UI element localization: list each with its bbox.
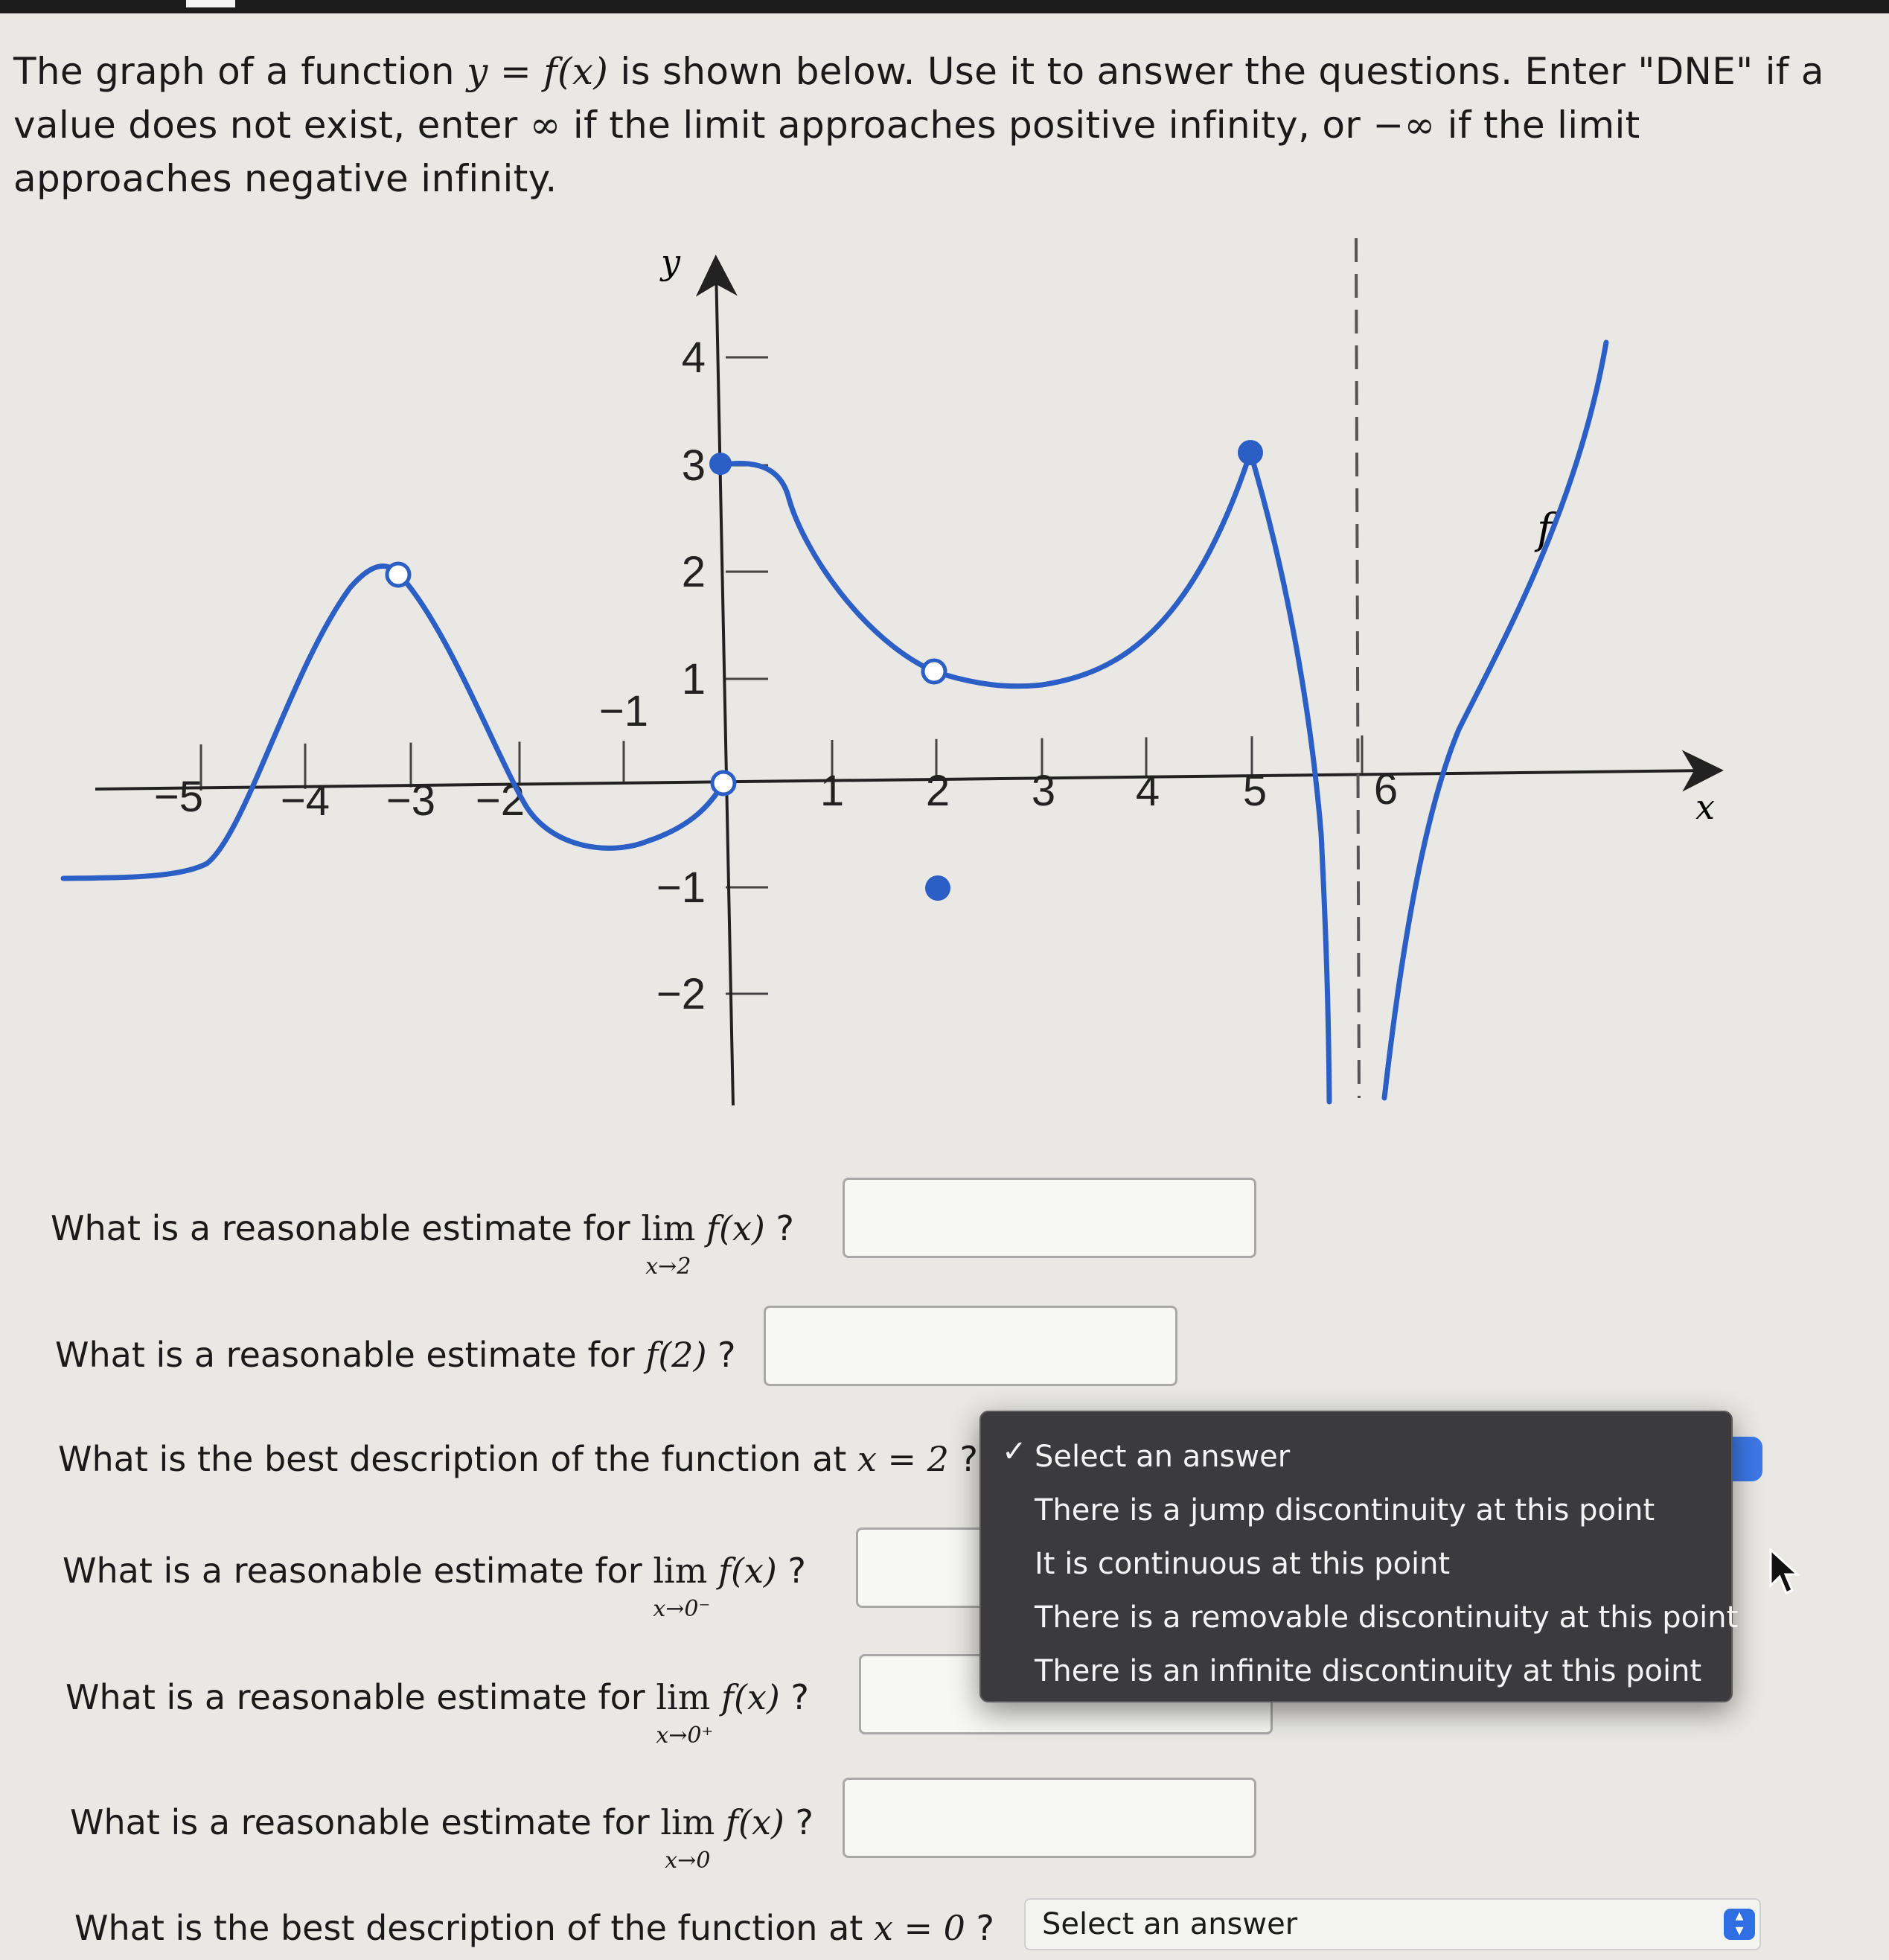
y-axis-label: y <box>661 242 680 282</box>
browser-tab <box>186 0 235 7</box>
checkmark-icon: ✓ <box>1002 1434 1027 1469</box>
chevron-up-icon: ▴ <box>1735 1906 1744 1925</box>
dropdown-option-selected[interactable]: Select an answer <box>1035 1440 1291 1474</box>
instructions: The graph of a function y = f(x) is shown below. Use it to answer the questions. Enter "DNE" if a value does not exist, enter ∞ if the limit approaches positive infinity, or −∞ if the limit approaches negative infinity. <box>13 50 1824 200</box>
function-graph <box>0 223 1889 1139</box>
select-stepper-x-0[interactable] <box>1724 1906 1755 1940</box>
y-tick-label: −2 <box>656 970 706 1018</box>
answer-input-limit-x-to-0[interactable] <box>843 1778 1256 1858</box>
dropdown-option-continuous[interactable]: It is continuous at this point <box>1035 1547 1451 1581</box>
open-point-x2 <box>923 660 945 683</box>
x-tick-label: −2 <box>475 776 525 825</box>
answer-input-f-of-2[interactable] <box>764 1306 1177 1386</box>
x-tick-label: −3 <box>386 776 436 825</box>
x-axis-label: x <box>1695 787 1715 827</box>
curve-label: f <box>1537 505 1553 554</box>
question-f-of-2: What is a reasonable estimate for f(2) ? <box>55 1335 736 1375</box>
dropdown-option-jump[interactable]: There is a jump discontinuity at this point <box>1035 1493 1655 1528</box>
select-description-x-0[interactable]: Select an answer <box>1024 1898 1761 1950</box>
closed-point-5 <box>1238 440 1263 465</box>
tick-labels <box>154 333 1398 1018</box>
x-tick-label: −1 <box>598 687 649 735</box>
curve-f <box>63 342 1606 1102</box>
question-limit-x-to-2: What is a reasonable estimate for lim x→2 f(x) ? <box>51 1208 794 1280</box>
tick-marks <box>201 357 1362 994</box>
closed-point-0-3 <box>709 453 732 475</box>
chevron-down-icon: ▾ <box>1735 1921 1744 1940</box>
function-equation: y = f(x) <box>467 50 609 93</box>
y-tick-label: 3 <box>681 441 706 490</box>
x-axis <box>95 770 1712 789</box>
x-tick-label: 3 <box>1031 767 1056 815</box>
open-point-origin <box>712 772 735 794</box>
x-tick-label: 4 <box>1135 767 1160 815</box>
x-tick-label: −4 <box>280 776 330 825</box>
top-bar <box>0 0 1889 13</box>
dropdown-option-infinite[interactable]: There is an infinite discontinuity at this point <box>1035 1654 1702 1688</box>
x-tick-label: 5 <box>1242 767 1268 815</box>
x-tick-label: 1 <box>819 767 845 815</box>
curve-middle-branch <box>731 453 1250 686</box>
y-axis <box>716 266 733 1105</box>
x-tick-label: 6 <box>1373 765 1399 814</box>
question-limit-x-to-0-plus: What is a reasonable estimate for lim x→0⁺ f(x) ? <box>65 1677 809 1749</box>
question-description-x-0: What is the best description of the function at x = 0 ? <box>74 1908 994 1948</box>
y-tick-label: 1 <box>681 655 706 703</box>
closed-point-2-neg1 <box>925 875 950 901</box>
dropdown-menu-x-2 <box>979 1411 1739 1702</box>
open-point-neg3 <box>387 564 409 586</box>
y-tick-label: −1 <box>656 864 706 912</box>
points <box>387 440 1263 901</box>
dropdown-option-removable[interactable]: There is a removable discontinuity at this point <box>1035 1600 1739 1635</box>
x-tick-label: 2 <box>925 767 950 815</box>
vertical-asymptote <box>1356 238 1359 1098</box>
y-tick-label: 4 <box>681 333 706 382</box>
question-description-x-2: What is the best description of the function at x = 2 ? <box>58 1439 978 1479</box>
x-tick-label: −5 <box>153 773 204 821</box>
question-limit-x-to-0: What is a reasonable estimate for lim x→0 f(x) ? <box>70 1802 814 1874</box>
question-limit-x-to-0-minus: What is a reasonable estimate for lim x→0⁻ f(x) ? <box>63 1551 806 1622</box>
y-tick-label: 2 <box>681 548 706 596</box>
curve-right-branch-up <box>1384 342 1606 1098</box>
answer-input-limit-x-to-2[interactable] <box>843 1178 1256 1258</box>
mouse-cursor-icon <box>1768 1548 1800 1596</box>
